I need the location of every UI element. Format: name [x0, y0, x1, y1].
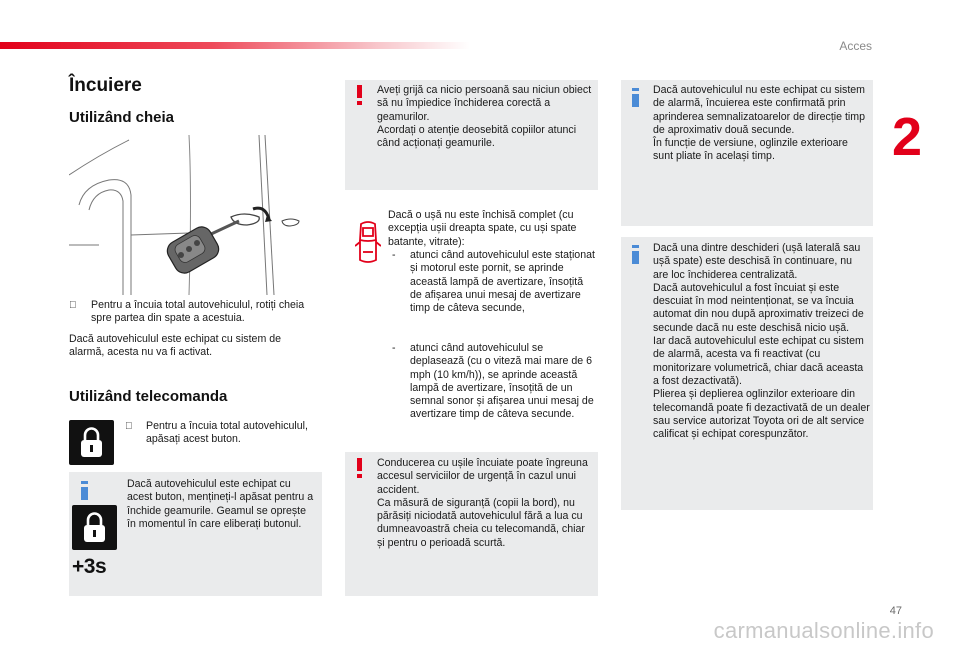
remote-heading: Utilizând telecomanda: [69, 388, 228, 405]
page-title: Încuiere: [69, 75, 142, 96]
bullet-remote: [125, 421, 133, 432]
list-dash: -: [392, 249, 396, 261]
door-open-warning-icon: [355, 220, 381, 266]
info-icon: [632, 245, 642, 264]
list-dash: -: [392, 342, 396, 354]
info-no-alarm-text: Dacă autovehiculul nu este echipat cu sistem de alarmă, încuierea este confirmată prin aprinderea semnalizatoarelor de direcție timp de aproximativ două secunde. În funcție de versiune, oglinzile exterioare sunt pliate în același timp.: [653, 84, 865, 163]
key-instruction: Pentru a încuia total autovehiculul, rotiți cheia spre partea din spate a acestuia.: [91, 299, 305, 325]
info-central-locking-text: Dacă una dintre deschideri (ușă laterală sau ușă spate) este deschisă în continuare, nu are loc închiderea centralizată. Dacă autovehiculul a fost încuiat și este descuiat în mod neintenționat, se va încuia automat din nou după aproximativ treizeci de secunde dacă nu este deschisă nicio ușă. Iar dacă autovehiculul este echipat cu sistem de alarmă, acesta va fi reactivat (cu monitorizare volumetrică, chiar dacă aceasta a fost dezactivată). Plierea și deplierea oglinzilor exterioare din telecomandă poate fi dezactivată de un dealer sau service autorizat Toyota ori de alt service calificat și echipat corespunzător.: [653, 242, 870, 441]
header-accent-bar: [0, 42, 470, 49]
warning-icon: [357, 85, 365, 105]
door-item-moving: atunci când autovehiculul se deplasează (cu o viteză mai mare de 6 mph (10 km/h)), se aprinde această lampă de avertizare, însoțită de un semnal sonor și afișarea unui mesaj de avertizare timp de câteva secunde.: [410, 342, 594, 421]
door-open-text: Dacă o ușă nu este închisă complet (cu excepția ușii dreapta spate, cu uși spate batante, vitrate):: [388, 209, 577, 248]
warning-icon: [357, 458, 365, 478]
page-number: 47: [889, 605, 902, 617]
lock-button-icon: [69, 420, 114, 465]
section-name: Acces: [839, 39, 872, 53]
chapter-number: 2: [891, 107, 922, 167]
remote-instruction: Pentru a încuia total autovehiculul, apăsați acest buton.: [146, 420, 308, 446]
key-alarm-note: Dacă autovehiculul este echipat cu sistem de alarmă, acesta nu va fi activat.: [69, 333, 281, 359]
warning-windows-text: Aveți grijă ca nicio persoană sau niciun obiect să nu împiedice închiderea corectă a geamurilor. Acordați o atenție deosebită copiilor atunci când acționați geamurile.: [377, 84, 592, 150]
door-item-stationary: atunci când autovehiculul este staționat și motorul este pornit, se aprinde această lampă de avertizare, însoțită de afișarea unui mesaj de avertizare timp de câteva secunde,: [410, 249, 595, 315]
warning-locked-driving-text: Conducerea cu ușile încuiate poate îngreuna accesul serviciilor de urgență în cazul unui accident. Ca măsură de siguranță (copii la bord), nu părăsiți niciodată autovehiculul fără a lua cu dumneavoastră cheia cu telecomandă, chiar și pentru o perioadă scurtă.: [377, 457, 588, 549]
key-heading: Utilizând cheia: [69, 109, 175, 126]
key-locking-illustration: [69, 135, 305, 295]
info-icon: [81, 481, 91, 500]
watermark: carmanualsonline.info: [713, 618, 934, 643]
bullet-key: [69, 300, 77, 311]
hold-duration-label: +3s: [72, 555, 107, 578]
info-icon: [632, 88, 642, 107]
remote-info-text: Dacă autovehiculul este echipat cu acest buton, mențineți-l apăsat pentru a închide geamurile. Geamul se oprește în momentul în care eliberați butonul.: [127, 478, 314, 530]
lock-button-icon: [72, 505, 117, 550]
